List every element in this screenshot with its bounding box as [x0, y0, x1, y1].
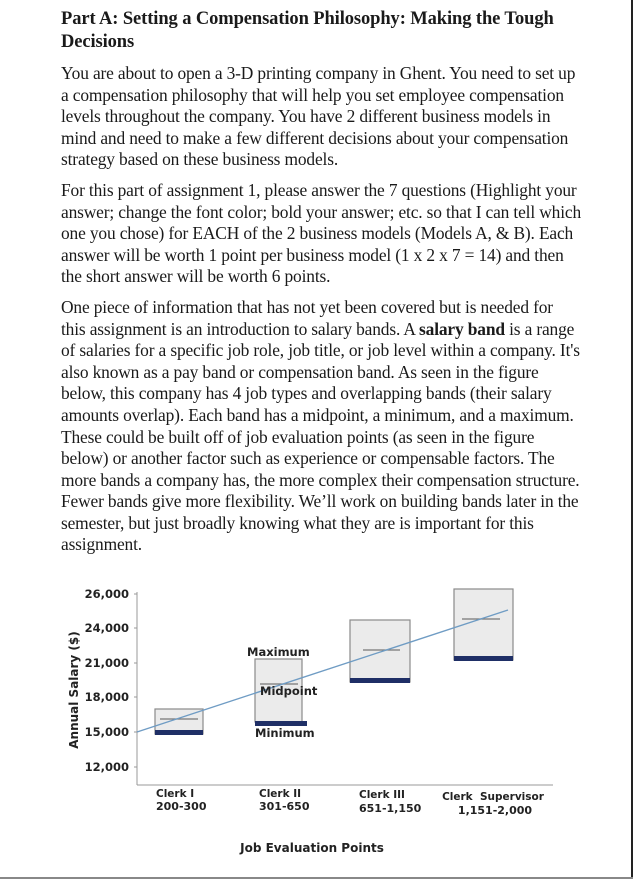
page-title: Part A: Setting a Compensation Philosophy: Making the Tough Decisions [61, 9, 554, 52]
y-tick-label: 24,000 [84, 621, 129, 635]
annotation-midpoint: Midpoint [260, 684, 318, 698]
x-category-points: 651-1,150 [359, 802, 422, 815]
y-tick-label: 12,000 [84, 760, 129, 774]
document-body [61, 8, 581, 556]
salary-band-term: salary band [419, 318, 505, 339]
y-tick-label: 26,000 [84, 587, 129, 601]
x-category-name: Clerk II [259, 788, 302, 800]
x-axis-label: Job Evaluation Points [240, 841, 384, 855]
x-category-name: Clerk III [359, 789, 405, 801]
y-tick-label: 15,000 [84, 725, 129, 739]
salary-band-text-before: One piece of information that has not yet been covered but is needed for this assignment is an introduction to salary bands. A [61, 296, 553, 339]
x-category-points: 1,151-2,000 [457, 804, 533, 817]
midpoint-trend-line [137, 610, 508, 732]
x-category-name: Clerk Supervisor [442, 791, 544, 803]
x-category-points: 200-300 [156, 800, 207, 813]
y-axis-ticks [85, 587, 137, 774]
paragraph-instructions: For this part of assignment 1, please answer the 7 questions (Highlight your answer; change the font color; bold your answer; etc. so that I can tell which one you chose) for EACH of the 2 business models (Models A, & B). Each answer will be worth 1 point per business model (1 x 2 x 7 = 14) and then the short answer will be worth 6 points. [61, 179, 581, 287]
paragraph-salary-bands [61, 297, 581, 556]
salary-band-text-after: is a range of salaries for a specific job role, job title, or job level within a company. It's also known as a pay band or compensation band. As seen in the figure below, this company has 4 job types and overlapping bands (their salary amounts overlap). Each band has a midpoint, a minimum, and a maximum. These could be built off of job evaluation points (as seen in the figure below) or another factor such as experience or compensable factors. The more bands a company has, the more complex their compensation structure. Fewer bands give more flexibility. We’ll work on building bands later in the semester, but just broadly knowing what they are is important for this assignment. [61, 318, 580, 555]
x-category-points: 301-650 [259, 800, 310, 813]
x-category-name: Clerk I [156, 788, 195, 800]
y-tick-label: 21,000 [84, 656, 129, 670]
y-axis-label: Annual Salary ($) [67, 631, 81, 749]
x-axis-categories [156, 788, 545, 817]
y-tick-label: 18,000 [84, 690, 129, 704]
annotation-maximum: Maximum [247, 645, 310, 659]
paragraph-intro: You are about to open a 3-D printing company in Ghent. You need to set up a compensation philosophy that will help you set employee compensation levels throughout the company. You have 2 different business models in mind and need to make a few different decisions about your compensation strategy based on these business models. [61, 63, 576, 170]
salary-band-chart [0, 580, 633, 879]
annotation-minimum: Minimum [255, 726, 315, 740]
